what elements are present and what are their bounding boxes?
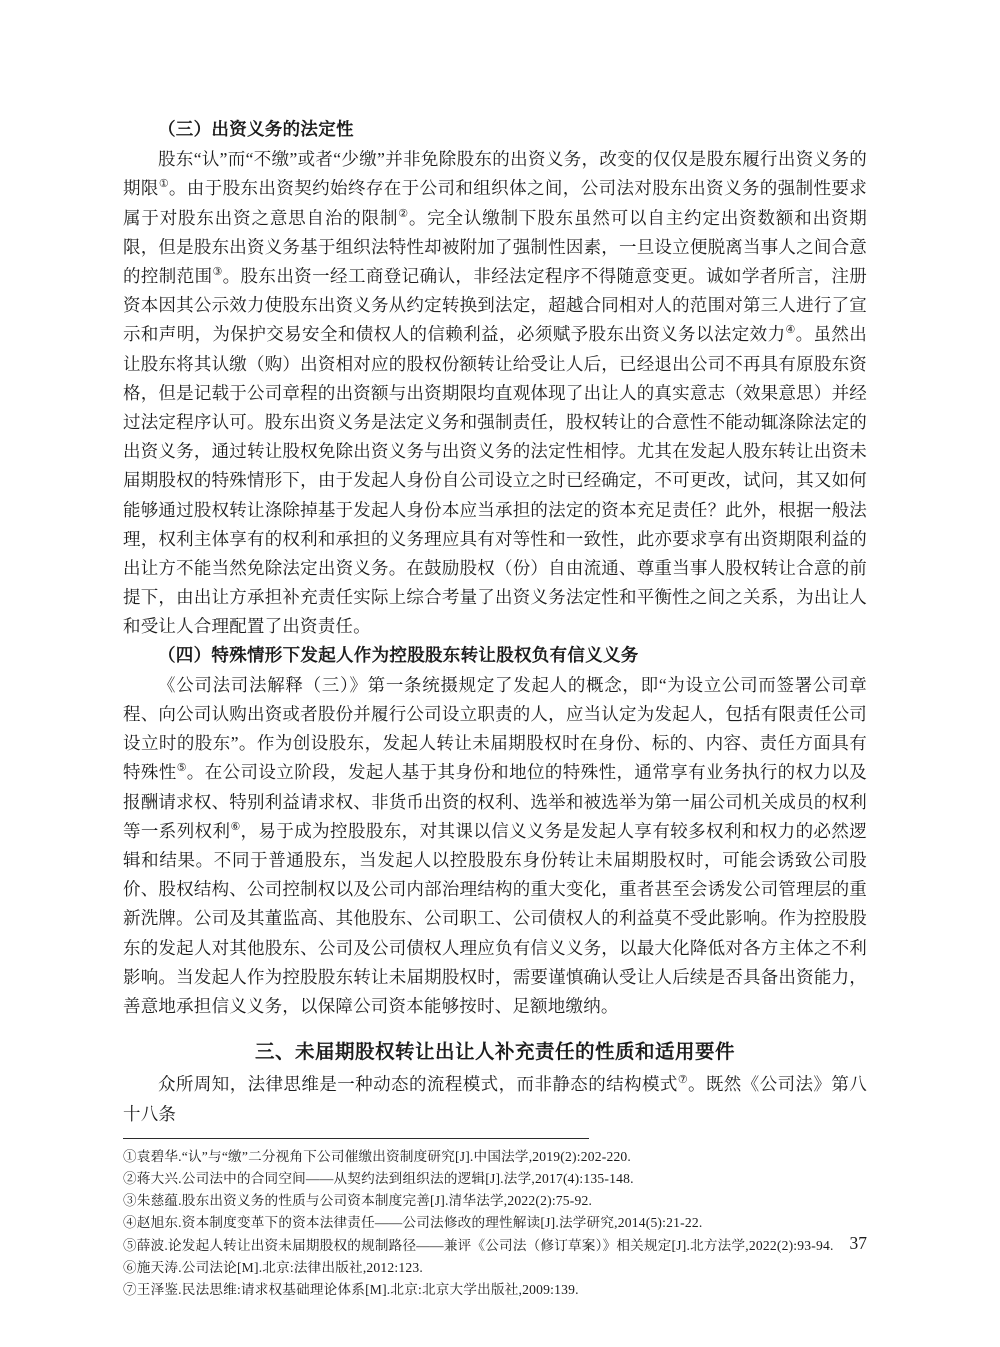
footnote-item: ①袁碧华.“认”与“缴”二分视角下公司催缴出资制度研究[J].中国法学,2019(2):202-220. [123, 1148, 632, 1164]
footnote-ref: ② [398, 207, 409, 220]
article-content [123, 116, 867, 1301]
paragraph-subsection-4: 《公司法司法解释（三）》第一条统摄规定了发起人的概念，即“为设立公司而签署公司章程、向公司认购出资或者股份并履行公司设立职责的人，应当认定为发起人，包括有限责任公司设立时的股东”。作为创设股东，发起人转让未届期股权时在身份、标的、内容、责任方面具有特殊性⑤。在公司设立阶段，发起人基于其身份和地位的特殊性，通常享有业务执行的权力以及报酬请求权、特别利益请求权、非货币出资的权利、选举和被选举为第一届公司机关成员的权利等一系列权利⑥，易于成为控股股东，对其课以信义义务是发起人享有较多权利和权力的必然逻辑和结果。不同于普通股东，当发起人以控股股东身份转让未届期股权时，可能会诱致公司股价、股权结构、公司控制权以及公司内部治理结构的重大变化，重者甚至会诱发公司管理层的重新洗牌。公司及其董监高、其他股东、公司职工、公司债权人的利益莫不受此影响。作为控股股东的发起人对其他股东、公司及公司债权人理应负有信义义务，以最大化降低对各方主体之不利影响。当发起人作为控股股东转让未届期股权时，需要谨慎确认受让人后续是否具备出资能力，善意地承担信义义务，以保障公司资本能够按时、足额地缴纳。 [123, 674, 867, 1017]
footnote-ref: ⑤ [176, 762, 187, 775]
paragraph-section-3-intro: 众所周知，法律思维是一种动态的流程模式，而非静态的结构模式⑦。既然《公司法》第八十八条 [123, 1074, 867, 1124]
footnote-item: ⑦王泽鉴.民法思维:请求权基础理论体系[M].北京:北京大学出版社,2009:139. [123, 1281, 579, 1297]
page-number: 37 [849, 1233, 867, 1253]
footnotes-block [123, 1138, 867, 1301]
footnote-item: ③朱慈蕴.股东出资义务的性质与公司资本制度完善[J].清华法学,2022(2):75-92. [123, 1193, 593, 1209]
paragraph-subsection-3: 股东“认”而“不缴”或者“少缴”并非免除股东的出资义务，改变的仅仅是股东履行出资义务的期限①。由于股东出资契约始终存在于公司和组织体之间，公司法对股东出资义务的强制性要求属于对股东出资之意思自治的限制②。完全认缴制下股东虽然可以自主约定出资数额和出资期限，但是股东出资义务基于组织法特性却被附加了强制性因素，一旦设立便脱离当事人之间合意的控制范围③。股东出资一经工商登记确认，非经法定程序不得随意变更。诚如学者所言，注册资本因其公示效力使股东出资义务从约定转换到法定，超越合同相对人的范围对第三人进行了宣示和声明，为保护交易安全和债权人的信赖利益，必须赋予股东出资义务以法定效力④。虽然出让股东将其认缴（购）出资相对应的股权份额转让给受让人后，已经退出公司不再具有原股东资格，但是记载于公司章程的出资额与出资期限均直观体现了出让人的真实意志（效果意思）并经过法定程序认可。股东出资义务是法定义务和强制责任，股权转让的合意性不能动辄涤除法定的出资义务，通过转让股权免除出资义务与出资义务的法定性相悖。尤其在发起人股东转让出资未届期股权的特殊情形下，由于发起人身份自公司设立之时已经确定，不可更改，试问，其又如何能够通过股权转让涤除掉基于发起人身份本应当承担的法定的资本充足责任？此外，根据一般法理，权利主体享有的权利和承担的义务理应具有对等性和一致性，此亦要求享有出资期限利益的出让方不能当然免除法定出资义务。在鼓励股权（份）自由流通、尊重当事人股权转让合意的前提下，由出让方承担补充责任实际上综合考量了出资义务法定性和平衡性之间之关系，为出让人和受让人合理配置了出资责任。 [123, 149, 867, 637]
footnote-item: ④赵旭东.资本制度变革下的资本法律责任——公司法修改的理性解读[J].法学研究,2014(5):21-22. [123, 1215, 703, 1231]
footnote-item: ②蒋大兴.公司法中的合同空间——从契约法到组织法的逻辑[J].法学,2017(4):135-148. [123, 1170, 634, 1186]
footnote-ref: ③ [212, 266, 223, 279]
subsection-heading-3: （三）出资义务的法定性 [158, 120, 354, 140]
footnote-item: ⑥施天涛.公司法论[M].北京:法律出版社,2012:123. [123, 1259, 423, 1275]
footnote-ref: ① [158, 178, 169, 191]
footnote-ref: ④ [785, 324, 796, 337]
footnote-separator [123, 1138, 589, 1139]
footnote-ref: ⑦ [677, 1074, 688, 1087]
section-heading-3: 三、未届期股权转让出让人补充责任的性质和适用要件 [254, 1040, 735, 1064]
subsection-heading-4: （四）特殊情形下发起人作为控股股东转让股权负有信义义务 [158, 645, 639, 666]
footnote-item: ⑤薛波.论发起人转让出资未届期股权的规制路径——兼评《公司法（修订草案）》相关规定[J].北方法学,2022(2):93-94. [123, 1237, 834, 1253]
footnote-ref: ⑥ [230, 821, 241, 834]
